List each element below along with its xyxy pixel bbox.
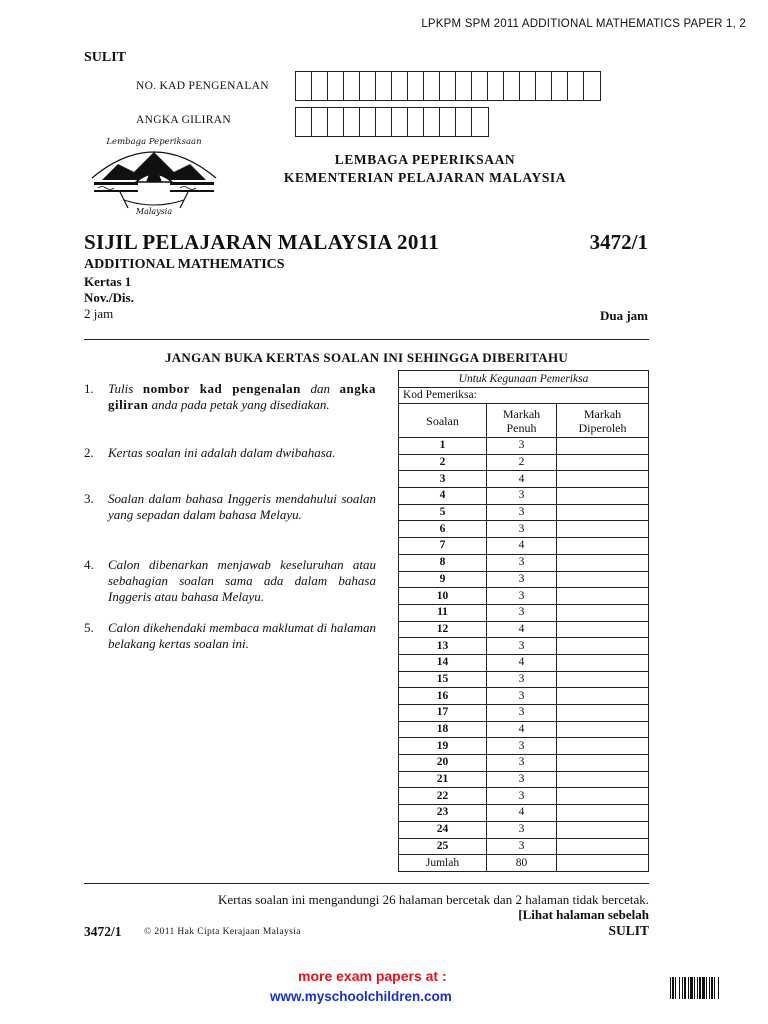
full-marks-cell: 3 <box>487 438 557 455</box>
exam-board-logo <box>84 130 224 216</box>
index-digit-box[interactable] <box>344 108 360 136</box>
marks-obtained-cell[interactable] <box>557 604 649 621</box>
paper-code: 3472/1 <box>589 230 648 254</box>
table-row <box>399 621 649 638</box>
instruction-4: 4. Calon dibenarkan menjawab keseluruhan atau sebahagian soalan sama ada dalam bahasa Inggeris atau bahasa Melayu. <box>84 557 376 604</box>
marks-obtained-cell[interactable] <box>557 738 649 755</box>
full-marks-cell: 3 <box>487 821 557 838</box>
question-number-cell: 17 <box>399 705 487 722</box>
table-row <box>399 521 649 538</box>
question-number-cell: 13 <box>399 638 487 655</box>
index-number-boxes[interactable] <box>295 107 489 137</box>
full-marks-cell: 3 <box>487 671 557 688</box>
question-number-cell: 21 <box>399 771 487 788</box>
marks-obtained-cell[interactable] <box>557 438 649 455</box>
svg-text:Malaysia: Malaysia <box>135 207 173 216</box>
table-row <box>399 554 649 571</box>
col-header-full-marks: Markah Penuh <box>487 404 557 438</box>
full-marks-cell: 4 <box>487 621 557 638</box>
table-row <box>399 588 649 605</box>
divider-top <box>84 339 649 340</box>
full-marks-cell: 3 <box>487 554 557 571</box>
sulit-label-top: SULIT <box>84 50 127 65</box>
table-row <box>399 671 649 688</box>
table-row <box>399 805 649 822</box>
question-number-cell: 8 <box>399 554 487 571</box>
paper-code-footer: 3472/1 <box>84 924 122 939</box>
instruction-3: 3. Soalan dalam bahasa Inggeris mendahului soalan yang sepadan dalam bahasa Melayu. <box>84 491 376 522</box>
col-header-question: Soalan <box>399 404 487 438</box>
ic-number-label: NO. KAD PENGENALAN <box>136 80 269 92</box>
question-number-cell: 7 <box>399 538 487 555</box>
barcode <box>670 977 742 999</box>
ic-digit-box[interactable] <box>504 72 520 100</box>
marks-obtained-cell[interactable] <box>557 671 649 688</box>
svg-text:Lembaga Peperiksaan: Lembaga Peperiksaan <box>106 137 202 147</box>
marks-obtained-cell[interactable] <box>557 621 649 638</box>
total-full-marks: 80 <box>487 855 557 872</box>
index-digit-box[interactable] <box>424 108 440 136</box>
ic-digit-box[interactable] <box>440 72 456 100</box>
marks-obtained-cell[interactable] <box>557 588 649 605</box>
full-marks-cell: 3 <box>487 638 557 655</box>
index-digit-box[interactable] <box>440 108 456 136</box>
full-marks-cell: 4 <box>487 721 557 738</box>
question-number-cell: 22 <box>399 788 487 805</box>
ic-digit-box[interactable] <box>456 72 472 100</box>
sulit-label-footer: SULIT <box>608 923 649 938</box>
question-number-cell: 2 <box>399 454 487 471</box>
marks-obtained-cell[interactable] <box>557 788 649 805</box>
marks-obtained-cell[interactable] <box>557 821 649 838</box>
examiner-marks-table <box>398 370 649 872</box>
ic-digit-box[interactable] <box>328 72 344 100</box>
ic-digit-box[interactable] <box>424 72 440 100</box>
index-digit-box[interactable] <box>392 108 408 136</box>
ic-digit-box[interactable] <box>376 72 392 100</box>
ic-digit-box[interactable] <box>536 72 552 100</box>
table-row <box>399 638 649 655</box>
promo-text: more exam papers at : <box>298 968 447 984</box>
marks-obtained-cell[interactable] <box>557 504 649 521</box>
table-row <box>399 488 649 505</box>
ic-number-boxes[interactable] <box>295 71 601 101</box>
exam-session: Nov./Dis. <box>84 290 134 305</box>
question-number-cell: 16 <box>399 688 487 705</box>
marks-obtained-cell[interactable] <box>557 838 649 855</box>
table-row <box>399 705 649 722</box>
question-number-cell: 10 <box>399 588 487 605</box>
marks-obtained-cell[interactable] <box>557 771 649 788</box>
ic-digit-box[interactable] <box>472 72 488 100</box>
index-number-label: ANGKA GILIRAN <box>136 114 231 126</box>
ic-digit-box[interactable] <box>520 72 536 100</box>
marks-obtained-cell[interactable] <box>557 554 649 571</box>
question-number-cell: 23 <box>399 805 487 822</box>
ic-digit-box[interactable] <box>584 72 600 100</box>
index-digit-box[interactable] <box>360 108 376 136</box>
total-label: Jumlah <box>399 855 487 872</box>
table-row <box>399 688 649 705</box>
board-name-line1: LEMBAGA PEPERIKSAAN <box>334 152 516 167</box>
question-number-cell: 19 <box>399 738 487 755</box>
table-row <box>399 771 649 788</box>
duration-short: 2 jam <box>84 306 114 321</box>
total-row <box>399 855 649 872</box>
table-row <box>399 721 649 738</box>
table-row <box>399 504 649 521</box>
full-marks-cell: 3 <box>487 521 557 538</box>
question-number-cell: 9 <box>399 571 487 588</box>
ic-digit-box[interactable] <box>344 72 360 100</box>
exam-title: SIJIL PELAJARAN MALAYSIA 2011 <box>84 230 440 254</box>
full-marks-cell: 3 <box>487 771 557 788</box>
paper-number: Kertas 1 <box>84 274 132 289</box>
instruction-5: 5. Calon dikehendaki membaca maklumat di halaman belakang kertas soalan ini. <box>84 620 376 651</box>
table-row <box>399 604 649 621</box>
marks-obtained-cell[interactable] <box>557 488 649 505</box>
table-row <box>399 438 649 455</box>
marks-obtained-cell[interactable] <box>557 688 649 705</box>
instruction-1: 1. Tulis nombor kad pengenalan dan angka giliran anda pada petak yang disediakan. <box>84 381 377 412</box>
full-marks-cell: 3 <box>487 738 557 755</box>
table-row <box>399 654 649 671</box>
question-number-cell: 12 <box>399 621 487 638</box>
marks-obtained-cell[interactable] <box>557 538 649 555</box>
instruction-2: 2. Kertas soalan ini adalah dalam dwibahasa. <box>84 445 336 460</box>
full-marks-cell: 3 <box>487 504 557 521</box>
marks-obtained-cell[interactable] <box>557 638 649 655</box>
ic-digit-box[interactable] <box>488 72 504 100</box>
board-name-line2: KEMENTERIAN PELAJARAN MALAYSIA <box>283 170 567 185</box>
copyright-notice: © 2011 Hak Cipta Kerajaan Malaysia <box>144 927 301 937</box>
marks-obtained-cell[interactable] <box>557 471 649 488</box>
question-number-cell: 25 <box>399 838 487 855</box>
ic-digit-box[interactable] <box>392 72 408 100</box>
marks-obtained-cell[interactable] <box>557 755 649 772</box>
table-row <box>399 471 649 488</box>
table-row <box>399 821 649 838</box>
table-row <box>399 538 649 555</box>
question-number-cell: 15 <box>399 671 487 688</box>
ic-digit-box[interactable] <box>408 72 424 100</box>
full-marks-cell: 3 <box>487 571 557 588</box>
marks-obtained-cell[interactable] <box>557 705 649 722</box>
marks-obtained-cell[interactable] <box>557 721 649 738</box>
table-row <box>399 738 649 755</box>
full-marks-cell: 3 <box>487 588 557 605</box>
document-source-header: LPKPM SPM 2011 ADDITIONAL MATHEMATICS PAPER 1, 2 <box>421 18 746 30</box>
table-caption: Untuk Kegunaan Pemeriksa <box>399 371 649 388</box>
question-number-cell: 20 <box>399 755 487 772</box>
ic-digit-box[interactable] <box>552 72 568 100</box>
table-row <box>399 454 649 471</box>
index-digit-box[interactable] <box>408 108 424 136</box>
index-digit-box[interactable] <box>376 108 392 136</box>
full-marks-cell: 3 <box>487 838 557 855</box>
question-number-cell: 3 <box>399 471 487 488</box>
full-marks-cell: 3 <box>487 488 557 505</box>
marks-obtained-cell[interactable] <box>557 521 649 538</box>
total-marks-obtained[interactable] <box>557 855 649 872</box>
table-row <box>399 838 649 855</box>
full-marks-cell: 3 <box>487 604 557 621</box>
full-marks-cell: 4 <box>487 538 557 555</box>
marks-obtained-cell[interactable] <box>557 454 649 471</box>
full-marks-cell: 2 <box>487 454 557 471</box>
marks-obtained-cell[interactable] <box>557 805 649 822</box>
question-number-cell: 14 <box>399 654 487 671</box>
question-number-cell: 4 <box>399 488 487 505</box>
question-number-cell: 1 <box>399 438 487 455</box>
full-marks-cell: 3 <box>487 688 557 705</box>
question-number-cell: 5 <box>399 504 487 521</box>
ic-digit-box[interactable] <box>568 72 584 100</box>
full-marks-cell: 4 <box>487 805 557 822</box>
index-digit-box[interactable] <box>312 108 328 136</box>
full-marks-cell: 4 <box>487 654 557 671</box>
promo-link[interactable]: www.myschoolchildren.com <box>270 989 452 1004</box>
do-not-open-warning: JANGAN BUKA KERTAS SOALAN INI SEHINGGA DIBERITAHU <box>164 350 569 365</box>
index-digit-box[interactable] <box>296 108 312 136</box>
marks-obtained-cell[interactable] <box>557 654 649 671</box>
subject-name: ADDITIONAL MATHEMATICS <box>84 257 285 272</box>
ic-digit-box[interactable] <box>312 72 328 100</box>
col-header-marks-obtained: Markah Diperoleh <box>557 404 649 438</box>
page-count-note: Kertas soalan ini mengandungi 26 halaman bercetak dan 2 halaman tidak bercetak. <box>218 892 649 907</box>
question-number-cell: 24 <box>399 821 487 838</box>
full-marks-cell: 4 <box>487 471 557 488</box>
examiner-code-label[interactable]: Kod Pemeriksa: <box>399 388 649 404</box>
ic-digit-box[interactable] <box>296 72 312 100</box>
ic-digit-box[interactable] <box>360 72 376 100</box>
question-number-cell: 11 <box>399 604 487 621</box>
full-marks-cell: 3 <box>487 788 557 805</box>
index-digit-box[interactable] <box>472 108 488 136</box>
index-digit-box[interactable] <box>328 108 344 136</box>
table-row <box>399 755 649 772</box>
table-row <box>399 571 649 588</box>
divider-bottom <box>84 883 649 884</box>
see-next-page: [Lihat halaman sebelah <box>518 907 649 922</box>
marks-obtained-cell[interactable] <box>557 571 649 588</box>
index-digit-box[interactable] <box>456 108 472 136</box>
full-marks-cell: 3 <box>487 755 557 772</box>
full-marks-cell: 3 <box>487 705 557 722</box>
table-row <box>399 788 649 805</box>
question-number-cell: 6 <box>399 521 487 538</box>
duration-long: Dua jam <box>599 308 648 323</box>
question-number-cell: 18 <box>399 721 487 738</box>
